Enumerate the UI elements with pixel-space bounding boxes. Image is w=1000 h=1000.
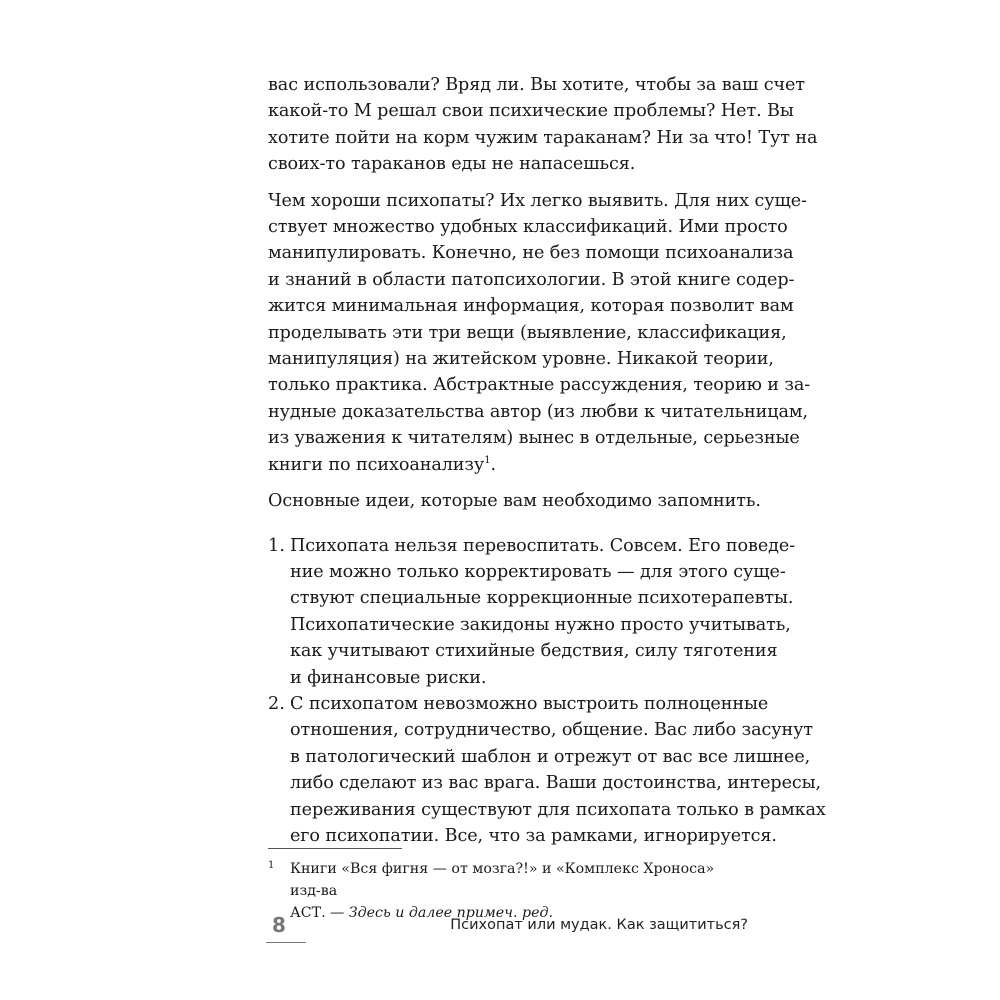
text-line: какой-то М решал свои психические проблемы? Нет. Вы [268, 101, 794, 122]
text-line: его психопатии. Все, что за рамками, игнорируется. [290, 825, 777, 846]
text-line-end: . [490, 454, 496, 475]
text-line: ствуют специальные коррекционные психотерапевты. [290, 588, 794, 609]
body-text [268, 72, 826, 849]
footnote [268, 858, 748, 924]
footnote-mark: 1 [268, 860, 275, 871]
text-line: только практика. Абстрактные рассуждения, теорию и за- [268, 375, 811, 396]
footnote-line-1: Книги «Вся фигня — от мозга?!» и «Комплекс Хроноса» изд-ва [290, 861, 715, 899]
list-item-body [290, 691, 826, 849]
text-line: проделывать эти три вещи (выявление, классификация, [268, 322, 787, 343]
text-line: Психопатические закидоны нужно просто учитывать, [290, 614, 791, 635]
text-line: С психопатом невозможно выстроить полноценные [290, 693, 769, 714]
footnote-divider [268, 848, 402, 849]
page-number: 8 [272, 913, 286, 937]
text-line: манипулировать. Конечно, не без помощи психоанализа [268, 243, 794, 264]
text-line: и знаний в области патопсихологии. В этой книге содер- [268, 269, 795, 290]
text-line: отношения, сотрудничество, общение. Вас либо засунут [290, 720, 813, 741]
text-line: жится минимальная информация, которая позволит вам [268, 296, 794, 317]
text-line: ствует множество удобных классификаций. Ими просто [268, 217, 788, 238]
footnote-text [290, 858, 748, 924]
paragraph-1 [268, 72, 818, 178]
paragraph-3 [268, 488, 761, 514]
text-line-with-footnote [268, 452, 748, 478]
text-line: Основные идеи, которые вам необходимо запомнить. [268, 491, 761, 512]
paragraph-2 [268, 188, 811, 478]
text-line: ние можно только корректировать — для этого суще- [290, 561, 786, 582]
text-line: нудные доказательства автор (из любви к читательницам, [268, 401, 808, 422]
list-number: 1. [268, 535, 285, 556]
text-line-content: книги по психоанализу [268, 454, 485, 475]
text-line: своих-то тараканов еды не напасешься. [268, 154, 636, 175]
text-line: вас использовали? Вряд ли. Вы хотите, чтобы за ваш счет [268, 75, 805, 95]
list-item-body [290, 533, 796, 691]
text-line: Чем хороши психопаты? Их легко выявить. Для них суще- [268, 190, 807, 211]
list-item-2 [268, 691, 826, 849]
text-line: Психопата нельзя перевоспитать. Совсем. Его поведе- [290, 535, 796, 556]
text-line: переживания существуют для психопата только в рамках [290, 799, 826, 820]
text-line: как учитывают стихийные бедствия, силу тяготения [290, 641, 778, 662]
running-title: Психопат или мудак. Как защититься? [450, 917, 748, 933]
text-line: манипуляция) на житейском уровне. Никакой теории, [268, 349, 774, 370]
text-line: из уважения к читателям) вынес в отдельные, серьезные [268, 428, 800, 449]
page-number-underline [266, 942, 306, 943]
footnote-line-2: АСТ. — [290, 905, 349, 921]
list-item-1 [268, 533, 796, 691]
footnote-editor-note: Здесь и далее примеч. ред. [348, 905, 553, 921]
text-line: в патологический шаблон и отрежут от вас все лишнее, [290, 746, 811, 767]
list-number: 2. [268, 693, 285, 714]
text-line: либо сделают из вас врага. Ваши достоинства, интересы, [290, 773, 822, 794]
footnote-reference[interactable]: 1 [484, 454, 491, 466]
text-line: и финансовые риски. [290, 667, 487, 688]
text-line: хотите пойти на корм чужим тараканам? Ни за что! Тут на [268, 127, 818, 148]
